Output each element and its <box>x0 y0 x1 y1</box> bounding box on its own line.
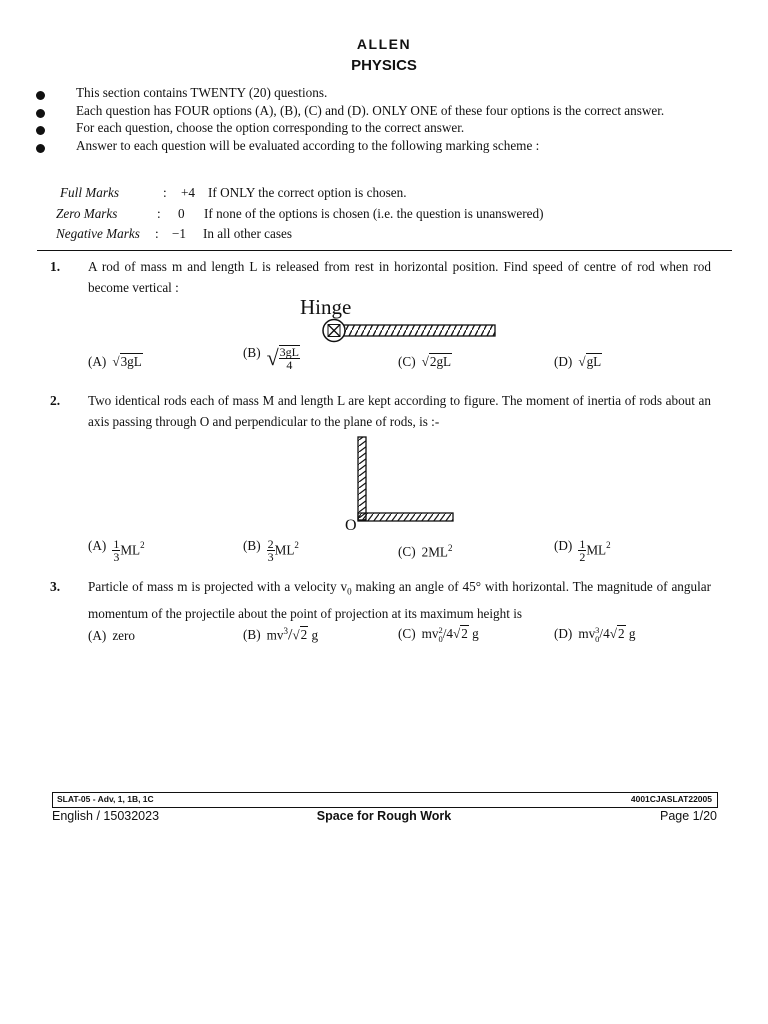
instruction-text: Answer to each question will be evaluated according to the following marking scheme : <box>76 137 540 153</box>
rough-work-label: Space for Rough Work <box>316 809 452 823</box>
question-text: A rod of mass m and length L is released from rest in horizontal position. Find speed of centre of rod when rod become vertical : <box>88 259 711 295</box>
marking-value: 0 <box>178 206 185 221</box>
instruction-item <box>30 137 720 155</box>
option-b[interactable]: (B) √ $\frac{3gL}{4}$ <box>243 345 300 372</box>
l-rods-figure <box>343 434 458 539</box>
brand-logo: ALLEN <box>356 36 412 52</box>
page-number: Page 1/20 <box>660 809 717 823</box>
instruction-item <box>30 84 720 102</box>
option-d[interactable]: (D) √gL <box>554 354 602 369</box>
bullet-icon <box>36 109 45 118</box>
marking-label: Zero Marks <box>56 206 118 221</box>
option-a[interactable]: (A) √3gL <box>88 354 142 369</box>
option-d[interactable]: (D) mv 3 0 /4√2 g <box>554 625 636 644</box>
marking-desc: If ONLY the correct option is chosen. <box>208 185 407 200</box>
marking-desc: If none of the options is chosen (i.e. the question is unanswered) <box>204 206 544 221</box>
subject-title: PHYSICS <box>351 57 417 74</box>
footer-code-box <box>52 792 718 808</box>
option-c[interactable]: (C) √2gL <box>398 354 452 369</box>
hinge-rod-figure <box>298 294 498 349</box>
paper-code: SLAT-05 - Adv, 1, 1B, 1C <box>57 794 154 804</box>
bullet-icon <box>36 126 45 135</box>
marking-label: Full Marks <box>60 185 119 200</box>
instruction-text: Each question has FOUR options (A), (B), (C) and (D). ONLY ONE of these four options is the correct answer. <box>76 102 665 118</box>
pivot-label: O <box>345 517 357 534</box>
marking-separator: : <box>157 206 161 221</box>
question-number: 2. <box>50 393 61 408</box>
instruction-item <box>30 102 720 120</box>
marking-desc: In all other cases <box>203 226 292 241</box>
rod-diagram <box>298 294 498 344</box>
option-c[interactable]: (C) mv 2 0 /4√2 g <box>398 625 479 644</box>
bullet-icon <box>36 91 45 100</box>
option-d[interactable]: (D) $\frac{1}{2}$ $ML^2$ <box>554 537 611 564</box>
language-date: English / 15032023 <box>52 809 160 823</box>
instruction-item <box>30 119 720 137</box>
bullet-icon <box>36 144 45 153</box>
marking-value: −1 <box>172 226 187 241</box>
option-a[interactable]: (A) zero <box>88 628 136 643</box>
question-number: 1. <box>50 259 61 274</box>
question-text: Particle of mass m is projected with a velocity $v_0$ making an angle of 45° with horizontal. The magnitude of angular momentum of the projectile about the point of projection at its maximum height is <box>88 579 711 621</box>
option-b[interactable]: (B) $\frac{2}{3}$ $ML^2$ <box>243 537 299 564</box>
rods-diagram <box>343 434 458 534</box>
marking-value: +4 <box>181 185 196 200</box>
option-b[interactable]: (B) $mv^3/√2$ g <box>243 626 319 644</box>
marking-separator: : <box>155 226 159 241</box>
question-number: 3. <box>50 579 61 594</box>
marking-label: Negative Marks <box>56 226 140 241</box>
option-a[interactable]: (A) $\frac{1}{3}$ $ML^2$ <box>88 537 145 564</box>
figure-label: Hinge <box>300 295 352 319</box>
question-text: Two identical rods each of mass M and length L are kept according to figure. The moment of inertia of rods about an axis passing through O and perpendicular to the plane of rods, is :- <box>88 393 711 429</box>
instructions-list <box>30 84 720 154</box>
option-c[interactable]: (C) $2ML^2$ <box>398 543 453 560</box>
section-divider <box>37 250 732 251</box>
instruction-text: For each question, choose the option corresponding to the correct answer. <box>76 120 465 135</box>
instruction-text: This section contains TWENTY (20) questions. <box>76 85 328 100</box>
paper-id: 4001CJASLAT22005 <box>630 794 712 804</box>
marking-separator: : <box>163 185 167 200</box>
